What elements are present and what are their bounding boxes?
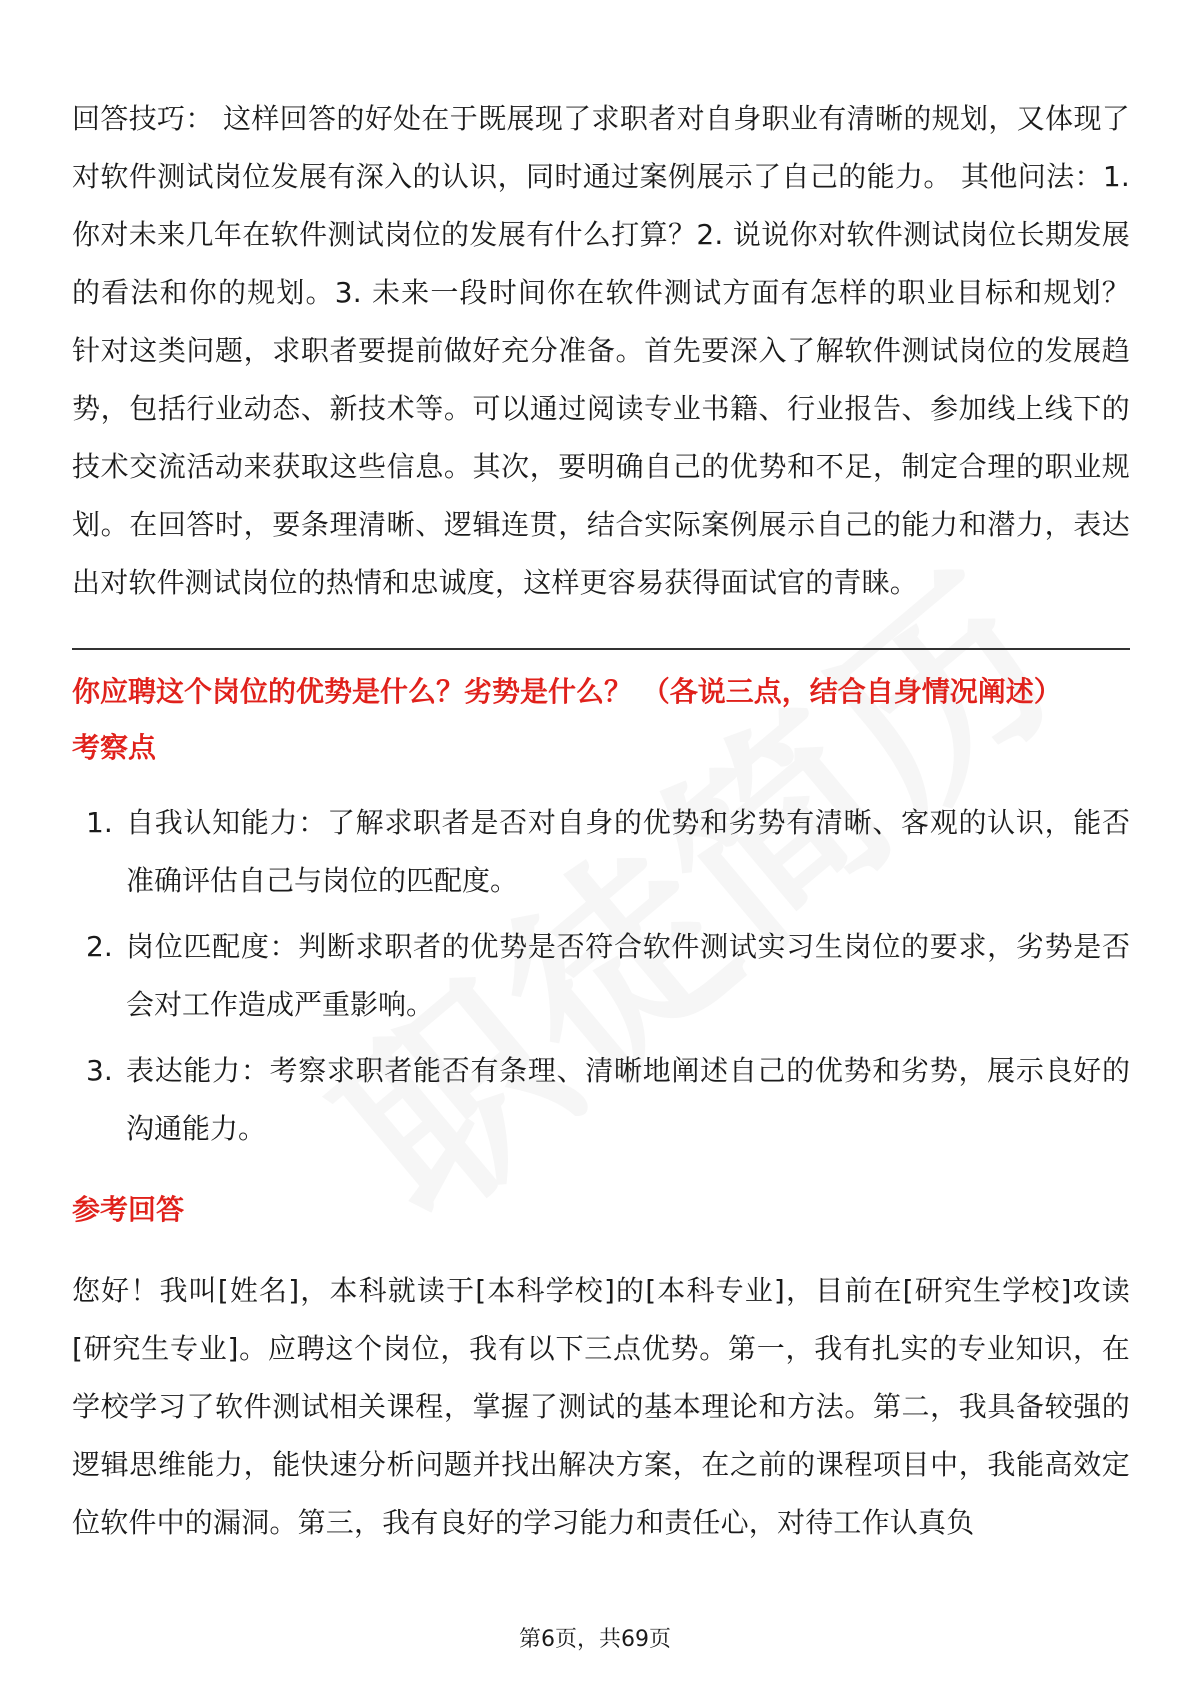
list-item-number: 3.: [86, 1054, 113, 1087]
list-item-text: 表达能力：考察求职者能否有条理、清晰地阐述自己的优势和劣势，展示良好的沟通能力。: [126, 1054, 1130, 1145]
answer-paragraph: 您好！我叫[姓名]，本科就读于[本科学校]的[本科专业]，目前在[研究生学校]攻读[研究生专业]。应聘这个岗位，我有以下三点优势。第一，我有扎实的专业知识，在学校学习了软件测试相关课程，掌握了测试的基本理论和方法。第二，我具备较强的逻辑思维能力，能快速分析问题并找出解决方案，在之前的课程项目中，我能高效定位软件中的漏洞。第三，我有良好的学习能力和责任心，对待工作认真负: [72, 1274, 1130, 1539]
list-item-text: 自我认知能力：了解求职者是否对自身的优势和劣势有清晰、客观的认识，能否准确评估自己与岗位的匹配度。: [126, 806, 1130, 897]
list-item: [72, 794, 1130, 910]
intro-paragraph: 回答技巧： 这样回答的好处在于既展现了求职者对自身职业有清晰的规划，又体现了对软件测试岗位发展有深入的认识，同时通过案例展示了自己的能力。 其他问法：1. 你对未来几年在软件测试岗位的发展有什么打算？2. 说说你对软件测试岗位长期发展的看法和你的规划。3. 未来一段时间你在软件测试方面有怎样的职业目标和规划？ 针对这类问题，求职者要提前做好充分准备。首先要深入了解软件测试岗位的发展趋势，包括行业动态、新技术等。可以通过阅读专业书籍、行业报告、参加线上线下的技术交流活动来获取这些信息。其次，要明确自己的优势和不足，制定合理的职业规划。在回答时，要条理清晰、逻辑连贯，结合实际案例展示自己的能力和潜力，表达出对软件测试岗位的热情和忠诚度，这样更容易获得面试官的青睐。: [72, 102, 1130, 599]
list-item-number: 1.: [86, 806, 113, 839]
list-item: [72, 918, 1130, 1034]
list-item-number: 2.: [86, 930, 113, 963]
question-title: 你应聘这个岗位的优势是什么？劣势是什么？ （各说三点，结合自身情况阐述）: [72, 675, 1062, 708]
list-item-text: 岗位匹配度：判断求职者的优势是否符合软件测试实习生岗位的要求，劣势是否会对工作造成严重影响。: [126, 930, 1130, 1021]
section-divider: [72, 648, 1130, 650]
focus-points-list: [72, 794, 1130, 1158]
page-number: 第6页，共69页: [519, 1627, 671, 1652]
answer-title: 参考回答: [72, 1193, 185, 1226]
page-content: [72, 90, 1130, 1552]
focus-title: 考察点: [72, 731, 157, 764]
list-item: [72, 1042, 1130, 1158]
